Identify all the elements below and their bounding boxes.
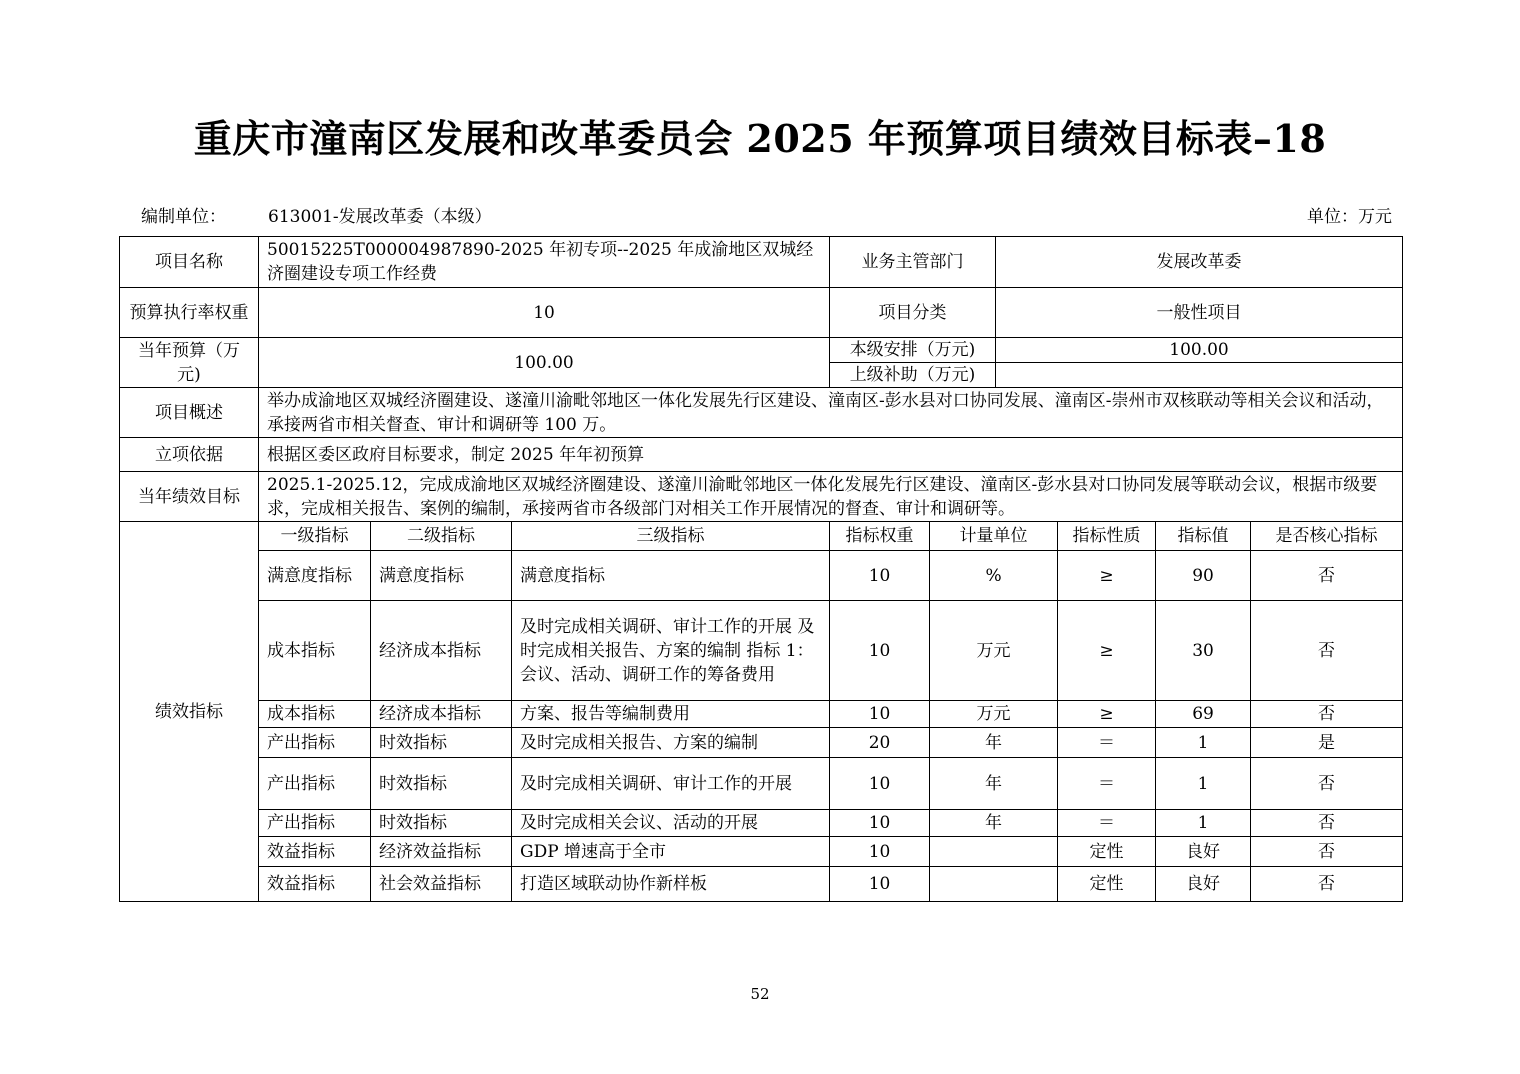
nature-cell: 定性 bbox=[1058, 867, 1156, 902]
unit-cell: 年 bbox=[930, 728, 1058, 758]
value-cell: 良好 bbox=[1156, 867, 1251, 902]
table-row bbox=[120, 701, 1403, 728]
value-cell: 69 bbox=[1156, 701, 1251, 728]
level2-cell: 经济效益指标 bbox=[371, 837, 512, 867]
header-cell: 三级指标 bbox=[512, 522, 830, 551]
core-cell: 是 bbox=[1251, 728, 1403, 758]
level2-cell: 社会效益指标 bbox=[371, 867, 512, 902]
core-cell: 否 bbox=[1251, 601, 1403, 701]
level2-cell: 满意度指标 bbox=[371, 551, 512, 601]
weight-cell: 10 bbox=[830, 601, 930, 701]
nature-cell: 定性 bbox=[1058, 837, 1156, 867]
level3-cell: 及时完成相关调研、审计工作的开展 及时完成相关报告、方案的编制 指标 1：会议、活动、调研工作的筹备费用 bbox=[512, 601, 830, 701]
header-cell: 一级指标 bbox=[259, 522, 371, 551]
unit-cell bbox=[930, 867, 1058, 902]
level2-cell: 经济成本指标 bbox=[371, 701, 512, 728]
level1-cell: 效益指标 bbox=[259, 867, 371, 902]
nature-cell: ≥ bbox=[1058, 551, 1156, 601]
basis-value: 根据区委区政府目标要求，制定 2025 年年初预算 bbox=[259, 438, 1403, 472]
unit-label: 单位：万元 bbox=[1307, 207, 1392, 227]
value-cell: 1 bbox=[1156, 810, 1251, 837]
overview-value: 举办成渝地区双城经济圈建设、遂潼川渝毗邻地区一体化发展先行区建设、潼南区-彭水县对口协同发展、潼南区-崇州市双核联动等相关会议和活动，承接两省市相关督查、审计和调研等 100 万。 bbox=[259, 388, 1403, 438]
unit-cell: 万元 bbox=[930, 601, 1058, 701]
weight-cell: 10 bbox=[830, 837, 930, 867]
nature-cell: ≥ bbox=[1058, 601, 1156, 701]
unit-cell: 年 bbox=[930, 810, 1058, 837]
table-row bbox=[120, 810, 1403, 837]
level3-cell: GDP 增速高于全市 bbox=[512, 837, 830, 867]
value-cell: 1 bbox=[1156, 758, 1251, 810]
local-value: 100.00 bbox=[996, 338, 1403, 363]
local-label: 本级安排（万元) bbox=[830, 338, 996, 363]
level2-cell: 时效指标 bbox=[371, 810, 512, 837]
value-cell: 良好 bbox=[1156, 837, 1251, 867]
level3-cell: 满意度指标 bbox=[512, 551, 830, 601]
level2-cell: 时效指标 bbox=[371, 728, 512, 758]
page-title: 重庆市潼南区发展和改革委员会 2025 年预算项目绩效目标表–18 bbox=[193, 116, 1327, 161]
table-row bbox=[120, 601, 1403, 701]
core-cell: 否 bbox=[1251, 551, 1403, 601]
category-label: 项目分类 bbox=[830, 288, 996, 338]
level3-cell: 打造区域联动协作新样板 bbox=[512, 867, 830, 902]
level1-cell: 产出指标 bbox=[259, 728, 371, 758]
project-name-label: 项目名称 bbox=[120, 237, 259, 288]
weight-cell: 10 bbox=[830, 867, 930, 902]
nature-cell: ≥ bbox=[1058, 701, 1156, 728]
overview-label: 项目概述 bbox=[120, 388, 259, 438]
project-name-value: 50015225T000004987890-2025 年初专项--2025 年成渝地区双城经济圈建设专项工作经费 bbox=[259, 237, 830, 288]
core-cell: 否 bbox=[1251, 810, 1403, 837]
weight-cell: 20 bbox=[830, 728, 930, 758]
table-row bbox=[120, 551, 1403, 601]
org-label: 编制单位： bbox=[141, 207, 226, 227]
level3-cell: 及时完成相关会议、活动的开展 bbox=[512, 810, 830, 837]
basis-label: 立项依据 bbox=[120, 438, 259, 472]
dept-label: 业务主管部门 bbox=[830, 237, 996, 288]
nature-cell: ＝ bbox=[1058, 810, 1156, 837]
indicator-header-row bbox=[120, 522, 1403, 551]
nature-cell: ＝ bbox=[1058, 728, 1156, 758]
value-cell: 1 bbox=[1156, 728, 1251, 758]
weight-cell: 10 bbox=[830, 701, 930, 728]
budget-label: 当年预算（万元) bbox=[120, 338, 259, 388]
level3-cell: 及时完成相关报告、方案的编制 bbox=[512, 728, 830, 758]
budget-value: 100.00 bbox=[259, 338, 830, 388]
core-cell: 否 bbox=[1251, 758, 1403, 810]
value-cell: 90 bbox=[1156, 551, 1251, 601]
unit-cell bbox=[930, 837, 1058, 867]
row-goal bbox=[120, 472, 1403, 522]
category-value: 一般性项目 bbox=[996, 288, 1403, 338]
value-cell: 30 bbox=[1156, 601, 1251, 701]
header-cell: 指标性质 bbox=[1058, 522, 1156, 551]
unit-cell: 万元 bbox=[930, 701, 1058, 728]
level1-cell: 满意度指标 bbox=[259, 551, 371, 601]
level3-cell: 及时完成相关调研、审计工作的开展 bbox=[512, 758, 830, 810]
row-project-name bbox=[120, 237, 1403, 288]
core-cell: 否 bbox=[1251, 701, 1403, 728]
table-row bbox=[120, 728, 1403, 758]
header-cell: 二级指标 bbox=[371, 522, 512, 551]
level1-cell: 成本指标 bbox=[259, 601, 371, 701]
header-cell: 指标值 bbox=[1156, 522, 1251, 551]
table-row bbox=[120, 837, 1403, 867]
goal-label: 当年绩效目标 bbox=[120, 472, 259, 522]
unit-cell: % bbox=[930, 551, 1058, 601]
header-cell: 是否核心指标 bbox=[1251, 522, 1403, 551]
weight-cell: 10 bbox=[830, 551, 930, 601]
table-row bbox=[120, 758, 1403, 810]
row-weight bbox=[120, 288, 1403, 338]
row-overview bbox=[120, 388, 1403, 438]
upper-value bbox=[996, 363, 1403, 388]
row-basis bbox=[120, 438, 1403, 472]
nature-cell: ＝ bbox=[1058, 758, 1156, 810]
weight-label: 预算执行率权重 bbox=[120, 288, 259, 338]
core-cell: 否 bbox=[1251, 837, 1403, 867]
goal-value: 2025.1-2025.12，完成成渝地区双城经济圈建设、遂潼川渝毗邻地区一体化发展先行区建设、潼南区-彭水县对口协同发展等联动会议，根据市级要求，完成相关报告、案例的编制，承接两省市各级部门对相关工作开展情况的督查、审计和调研等。 bbox=[259, 472, 1403, 522]
upper-label: 上级补助（万元) bbox=[830, 363, 996, 388]
org-value: 613001-发展改革委（本级） bbox=[268, 207, 492, 227]
indicators-section-label: 绩效指标 bbox=[120, 522, 259, 902]
weight-cell: 10 bbox=[830, 758, 930, 810]
level1-cell: 效益指标 bbox=[259, 837, 371, 867]
header-cell: 指标权重 bbox=[830, 522, 930, 551]
performance-table bbox=[119, 236, 1403, 902]
unit-cell: 年 bbox=[930, 758, 1058, 810]
dept-value: 发展改革委 bbox=[996, 237, 1403, 288]
level1-cell: 产出指标 bbox=[259, 810, 371, 837]
core-cell: 否 bbox=[1251, 867, 1403, 902]
level3-cell: 方案、报告等编制费用 bbox=[512, 701, 830, 728]
row-budget bbox=[120, 338, 1403, 363]
level2-cell: 时效指标 bbox=[371, 758, 512, 810]
level1-cell: 产出指标 bbox=[259, 758, 371, 810]
level2-cell: 经济成本指标 bbox=[371, 601, 512, 701]
header-cell: 计量单位 bbox=[930, 522, 1058, 551]
weight-cell: 10 bbox=[830, 810, 930, 837]
table-row bbox=[120, 867, 1403, 902]
weight-value: 10 bbox=[259, 288, 830, 338]
level1-cell: 成本指标 bbox=[259, 701, 371, 728]
page-number: 52 bbox=[750, 985, 770, 1003]
